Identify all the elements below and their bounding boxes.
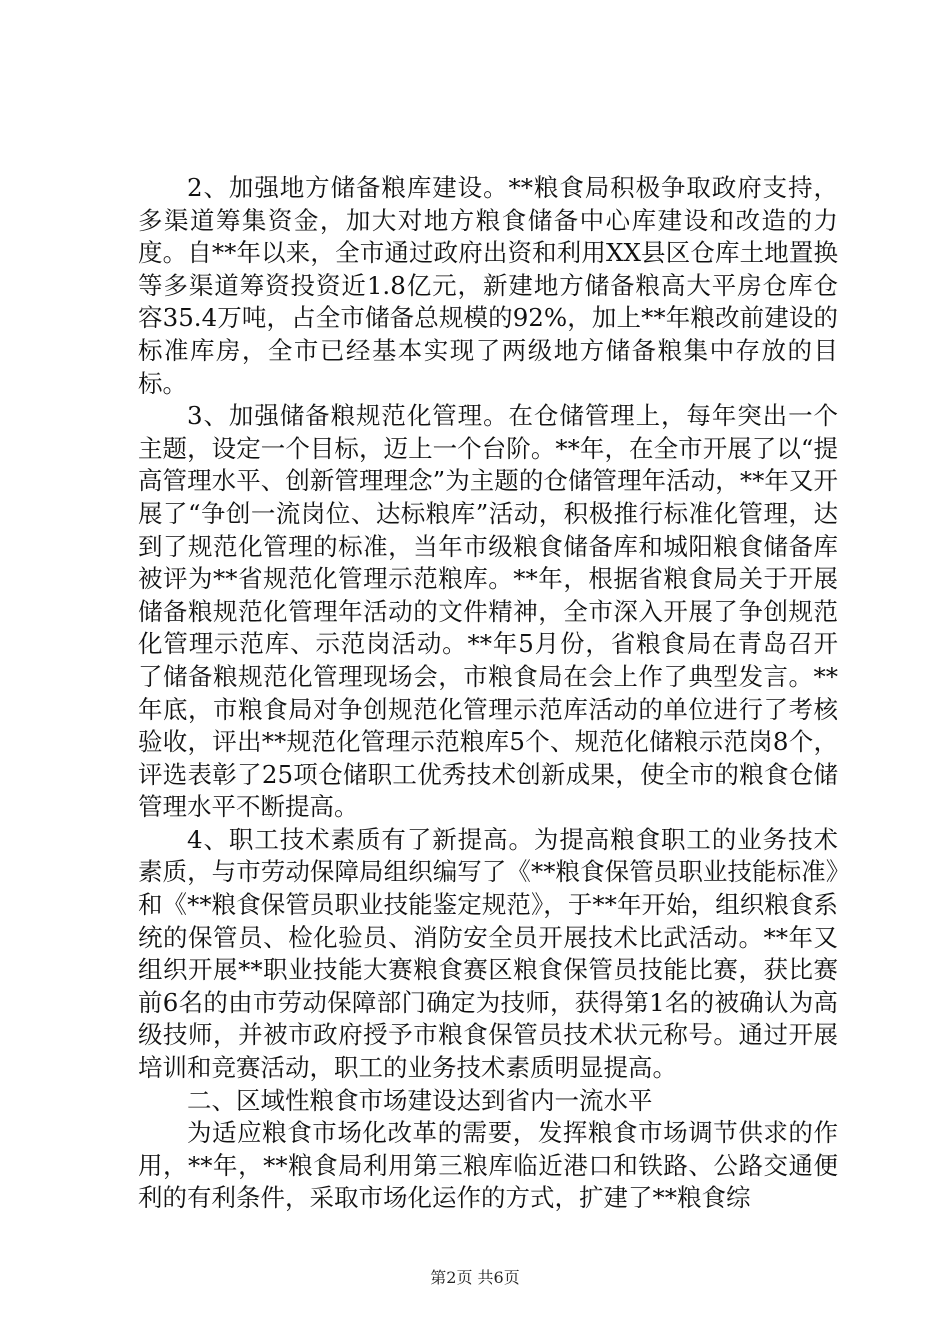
paragraph-staff-skills: 4、职工技术素质有了新提高。为提高粮食职工的业务技术素质，与市劳动保障局组织编写了《**粮食保管员职业技能标准》和《**粮食保管员职业技能鉴定规范》，于**年开始，组织粮食系统的保管员、检化验员、消防安全员开展技术比武活动。**年又组织开展**职业技能大赛粮食赛区粮食保管员技能比赛，获比赛前6名的由市劳动保障部门确定为技师，获得第1名的被确认为高级技师，并被市政府授予市粮食保管员技术状元称号。通过开展培训和竞赛活动，职工的业务技术素质明显提高。 [138,824,838,1083]
paragraph-grain-market: 为适应粮食市场化改革的需要，发挥粮食市场调节供求的作用，**年，**粮食局利用第三粮库临近港口和铁路、公路交通便利的有利条件，采取市场化运作的方式，扩建了**粮食综 [138,1118,838,1213]
document-body [138,172,838,1215]
page-footer: 第2页 共6页 [430,1268,520,1287]
section-heading-grain-market: 二、区域性粮食市场建设达到省内一流水平 [187,1085,653,1115]
paragraph-storage-construction: 2、加强地方储备粮库建设。**粮食局积极争取政府支持，多渠道筹集资金，加大对地方粮食储备中心库建设和改造的力度。自**年以来，全市通过政府出资和利用XX县区仓库土地置换等多渠道筹资投资近1.8亿元，新建地方储备粮高大平房仓库仓容35.4万吨，占全市储备总规模的92%，加上**年粮改前建设的标准库房，全市已经基本实现了两级地方储备粮集中存放的目标。 [138,173,838,398]
paragraph-standardized-management: 3、加强储备粮规范化管理。在仓储管理上，每年突出一个主题，设定一个目标，迈上一个台阶。**年，在全市开展了以“提高管理水平、创新管理理念”为主题的仓储管理年活动，**年又开展了“争创一流岗位、达标粮库”活动，积极推行标准化管理，达到了规范化管理的标准，当年市级粮食储备库和城阳粮食储备库被评为**省规范化管理示范粮库。**年，根据省粮食局关于开展储备粮规范化管理年活动的文件精神，全市深入开展了争创规范化管理示范库、示范岗活动。**年5月份，省粮食局在青岛召开了储备粮规范化管理现场会，市粮食局在会上作了典型发言。**年底，市粮食局对争创规范化管理示范库活动的单位进行了考核验收，评出**规范化管理示范粮库5个、规范化储粮示范岗8个，评选表彰了25项仓储职工优秀技术创新成果，使全市的粮食仓储管理水平不断提高。 [138,401,838,822]
